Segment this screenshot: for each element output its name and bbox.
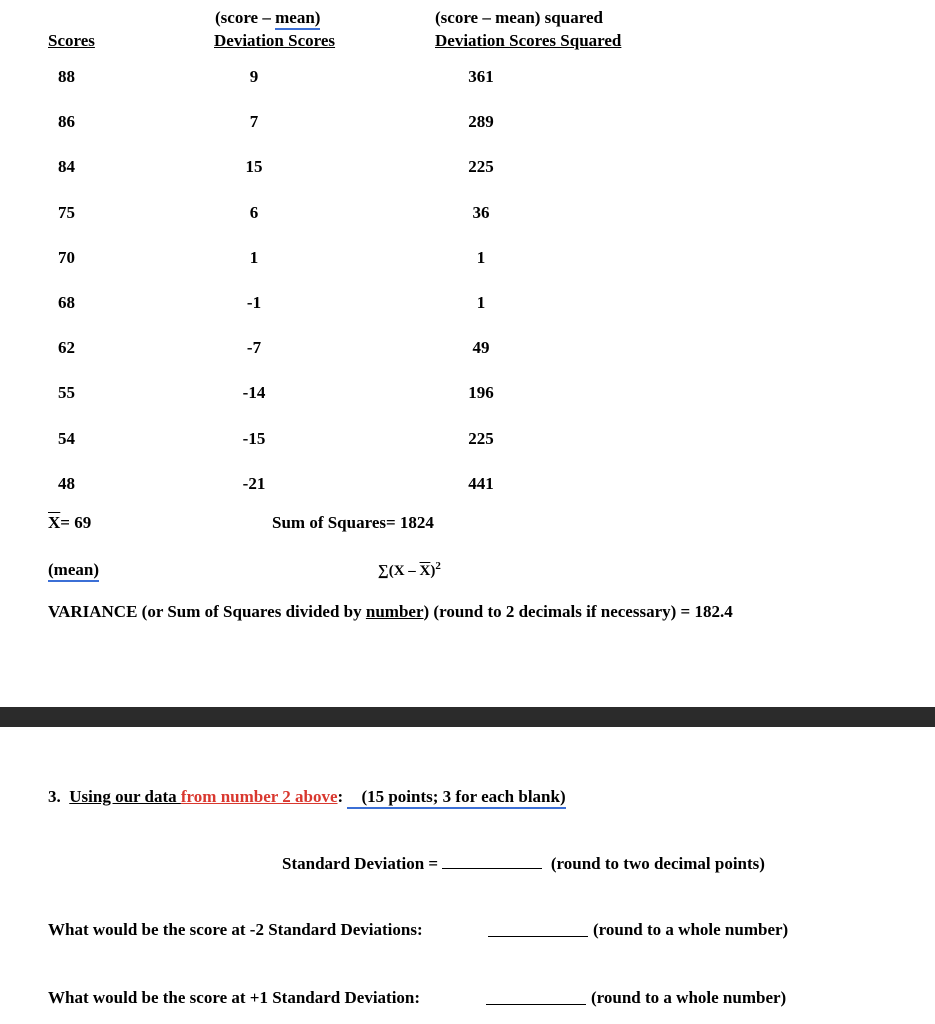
sum-formula-exponent: 2 xyxy=(435,560,441,572)
squared-cell: 361 xyxy=(468,67,494,86)
score-cell: 55 xyxy=(58,383,75,402)
score-cell: 68 xyxy=(58,293,75,312)
sd-blank[interactable] xyxy=(442,854,542,869)
question-3-intro: Using our data xyxy=(69,787,181,806)
variance-prefix: VARIANCE (or Sum of Squares divided by xyxy=(48,602,366,621)
deviation-cell: 1 xyxy=(249,248,259,267)
variance-number: number xyxy=(365,602,424,621)
question-3-intro-red: from number 2 above xyxy=(180,787,338,806)
deviation-cell: 15 xyxy=(245,157,263,176)
deviation-cell: -21 xyxy=(242,474,266,493)
deviation-formula xyxy=(215,8,320,28)
variance-line xyxy=(48,602,733,622)
score-cell: 70 xyxy=(58,248,75,267)
deviation-title: Deviation Scores xyxy=(214,31,336,50)
sd-hint: (round to two decimal points) xyxy=(550,854,765,873)
plus1-row xyxy=(48,988,420,1008)
scores-header xyxy=(48,31,95,51)
sum-of-squares: Sum of Squares= 1824 xyxy=(272,513,434,532)
minus2-row xyxy=(48,920,423,940)
mean-line xyxy=(48,513,91,533)
mean-label-text: (mean) xyxy=(48,560,99,582)
question-3-points: (15 points; 3 for each blank) xyxy=(347,787,565,809)
sd-row xyxy=(282,854,765,874)
sum-formula xyxy=(378,560,441,580)
scores-header-label: Scores xyxy=(48,31,95,50)
squared-cell: 1 xyxy=(476,248,486,267)
minus2-hint: (round to a whole number) xyxy=(593,920,789,939)
squared-cell: 225 xyxy=(468,429,494,448)
section-divider xyxy=(0,707,935,727)
question-3-number: 3. xyxy=(48,787,61,806)
minus2-blank[interactable] xyxy=(488,922,588,937)
deviation-formula-mean: mean) xyxy=(275,8,320,30)
question-3-title xyxy=(48,787,566,807)
plus1-blank[interactable] xyxy=(486,990,586,1005)
score-cell: 75 xyxy=(58,203,75,222)
score-cell: 88 xyxy=(58,67,75,86)
sum-formula-prefix: ∑(X – xyxy=(378,563,420,579)
sd-label: Standard Deviation = xyxy=(282,854,439,873)
squared-cell: 225 xyxy=(468,157,494,176)
deviation-cell: 7 xyxy=(249,112,259,131)
squared-cell: 1 xyxy=(476,293,486,312)
squared-formula: (score – mean) squared xyxy=(435,8,603,27)
squared-title: Deviation Scores Squared xyxy=(435,31,622,50)
deviation-cell: -1 xyxy=(246,293,262,312)
score-cell: 54 xyxy=(58,429,75,448)
deviation-cell: -15 xyxy=(242,429,266,448)
deviation-cell: 9 xyxy=(249,67,259,86)
score-cell: 84 xyxy=(58,157,75,176)
question-3-colon: : xyxy=(337,787,344,806)
squared-cell: 289 xyxy=(468,112,494,131)
sum-formula-suffix: ) xyxy=(430,563,436,579)
deviation-cell: -7 xyxy=(246,338,262,357)
plus1-hint: (round to a whole number) xyxy=(591,988,787,1007)
minus2-label: What would be the score at -2 Standard Deviations: xyxy=(48,920,423,939)
variance-suffix: ) (round to 2 decimals if necessary) = 182.4 xyxy=(423,602,733,621)
mean-label xyxy=(48,560,99,580)
squared-cell: 36 xyxy=(472,203,490,222)
plus1-label: What would be the score at +1 Standard Deviation: xyxy=(48,988,421,1007)
score-cell: 62 xyxy=(58,338,75,357)
deviation-formula-prefix: (score – xyxy=(215,8,276,27)
deviation-cell: -14 xyxy=(242,383,266,402)
mean-symbol: $\overline{X}$ xyxy=(48,513,61,532)
squared-cell: 441 xyxy=(468,474,494,493)
squared-cell: 196 xyxy=(468,383,494,402)
score-cell: 48 xyxy=(58,474,75,493)
mean-value: = 69 xyxy=(60,513,92,532)
sum-formula-xbar: $\overline{X}$ xyxy=(419,563,431,579)
deviation-cell: 6 xyxy=(249,203,259,222)
score-cell: 86 xyxy=(58,112,75,131)
squared-cell: 49 xyxy=(472,338,490,357)
